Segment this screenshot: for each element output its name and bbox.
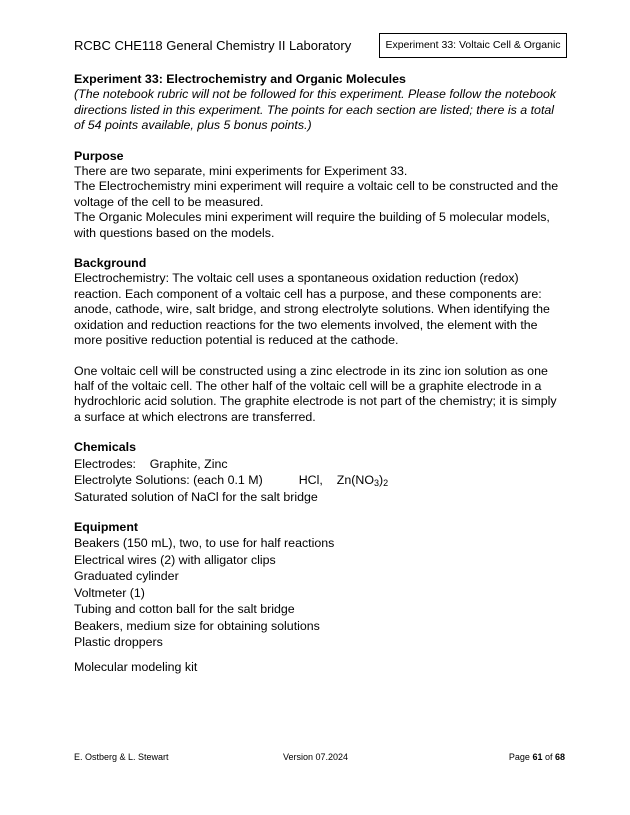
equipment-item: Electrical wires (2) with alligator clips — [74, 552, 276, 567]
purpose-line: There are two separate, mini experiments for Experiment 33. — [74, 164, 408, 179]
footer-version: Version 07.2024 — [283, 752, 349, 762]
background-paragraph: Electrochemistry: The voltaic cell uses a spontaneous oxidation reduction (redox) reaction. Each component of a voltaic cell has a purpose, and these components are: anode, cathode, wire, salt bridge, and strong electrolyte solutions. When identifying the oxidation and reduction reactions for the two elements involved, the element with the more positive reduction potential is reduced at the cathode. — [74, 271, 550, 348]
header-experiment-box: Experiment 33: Voltaic Cell & Organic — [379, 33, 567, 58]
experiment-title: Experiment 33: Electrochemistry and Organic Molecules — [74, 72, 406, 86]
hcl-solution: HCl, — [298, 473, 323, 488]
equipment-heading: Equipment — [74, 520, 139, 535]
equipment-extra: Molecular modeling kit — [74, 659, 198, 674]
electrolyte-label: Electrolyte Solutions: (each 0.1 M) — [74, 473, 263, 488]
zinc-nitrate-solution: $Zn(NO_3)_2$ — [336, 473, 389, 489]
purpose-line: The Organic Molecules mini experiment will require the building of 5 molecular models, with questions based on the models. — [74, 210, 550, 240]
purpose-line: The Electrochemistry mini experiment will require a voltaic cell to be constructed and the voltage of the cell to be measured. — [74, 179, 559, 209]
background-heading: Background — [74, 256, 147, 271]
equipment-item: Beakers (150 mL), two, to use for half reactions — [74, 536, 335, 551]
chemicals-heading: Chemicals — [74, 440, 136, 455]
electrolyte-line — [74, 472, 564, 489]
equipment-item: Graduated cylinder — [74, 569, 179, 584]
electrodes-value: Graphite, Zinc — [149, 456, 228, 471]
electrodes-label: Electrodes: — [74, 456, 136, 471]
header-course: RCBC CHE118 General Chemistry II Laboratory — [74, 38, 352, 53]
equipment-item: Tubing and cotton ball for the salt bridge — [74, 602, 295, 617]
footer-page-number: Page 61 of 68 — [508, 752, 565, 762]
intro-note: (The notebook rubric will not be followed for this experiment. Please follow the notebook directions listed in this experiment. The points for each section are listed; there is a total of 54 points available, plus 5 bonus points.) — [74, 87, 557, 133]
equipment-item: Beakers, medium size for obtaining solutions — [74, 618, 320, 633]
electrodes-line — [74, 456, 564, 473]
footer-authors: E. Ostberg & L. Stewart — [74, 752, 169, 762]
document-body — [74, 72, 564, 675]
equipment-item: Plastic droppers — [74, 635, 163, 650]
background-paragraph: One voltaic cell will be constructed using a zinc electrode in its zinc ion solution as one half of the voltaic cell. The other half of the voltaic cell will be a graphite electrode in a hydrochloric acid solution. The graphite electrode is not part of the chemistry; it is simply a surface at which electrons are transferred. — [74, 363, 557, 424]
salt-bridge-line: Saturated solution of NaCl for the salt bridge — [74, 489, 318, 504]
purpose-heading: Purpose — [74, 148, 124, 163]
equipment-item: Voltmeter (1) — [74, 585, 145, 600]
